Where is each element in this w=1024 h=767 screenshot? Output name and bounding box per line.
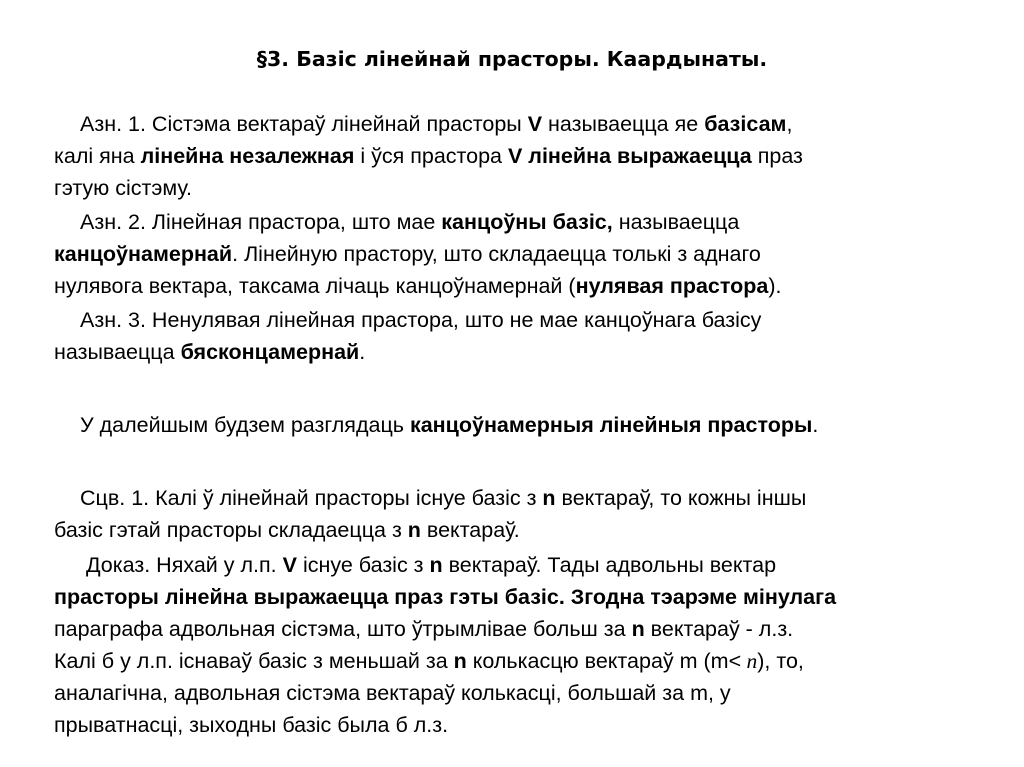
proof-text: ), то, — [757, 649, 804, 673]
def2-term-zero-space: нулявая прастора — [575, 274, 769, 298]
def1-text: праз — [751, 144, 803, 168]
def1-text: калі яна — [54, 144, 141, 168]
def3-label: Азн. 3. — [80, 308, 146, 332]
def2-text: называецца — [612, 210, 740, 234]
proof-n: n — [631, 617, 645, 641]
proof-line-2 — [54, 583, 836, 611]
proof-n: n — [453, 649, 467, 673]
def2-label: Азн. 2. — [80, 210, 146, 234]
note-term-finite-dim-spaces: канцоўнамерныя лінейныя прасторы — [409, 413, 813, 437]
def1-label: Азн. 1. — [80, 112, 146, 136]
def1-line-1 — [80, 110, 792, 138]
def2-term-finite-basis: канцоўны базіс, — [441, 210, 613, 234]
def1-term-basis: базісам — [704, 112, 787, 136]
def1-text: называецца яе — [542, 112, 705, 136]
proof-text: існуе базіс з — [296, 553, 430, 577]
cor1-n: n — [542, 486, 556, 510]
proof-line-4 — [54, 647, 804, 675]
def1-space-v: V — [527, 112, 543, 136]
proof-n: n — [429, 553, 443, 577]
proof-text: вектараў - л.з. — [644, 617, 794, 641]
proof-less-than: < — [728, 649, 742, 673]
def1-text: Сістэма вектараў лінейнай прасторы — [145, 112, 528, 136]
proof-line-6: прыватнасці, зыходны базіс была б л.з. — [54, 713, 449, 737]
def3-text: . — [359, 340, 366, 364]
def1-text: , — [786, 112, 793, 136]
def1-term-independent: лінейна незалежная — [140, 144, 355, 168]
def1-line-2 — [54, 142, 803, 170]
note-text: . — [812, 413, 819, 437]
def2-text: нулявога вектара, таксама лічаць канцоўнамернай ( — [54, 274, 576, 298]
def3-line-2 — [54, 338, 365, 366]
def2-line-1 — [80, 208, 739, 236]
def2-text: ). — [768, 274, 782, 298]
def3-text: Ненулявая лінейная прастора, што не мае канцоўнага базісу — [145, 308, 762, 332]
proof-text: Няхай у л.п. — [150, 553, 283, 577]
cor1-text: вектараў, то кожны іншы — [555, 486, 807, 510]
def3-line-1 — [80, 306, 761, 334]
def2-line-2 — [54, 240, 761, 268]
note-line — [80, 411, 818, 439]
proof-line-3 — [54, 615, 793, 643]
def1-term-expressed: V лінейна выражаецца — [507, 144, 752, 168]
def2-term-finite-dim: канцоўнамернай — [54, 242, 233, 266]
def2-text: Лінейная прастора, што мае — [145, 210, 442, 234]
proof-text: параграфа адвольная сістэма, што ўтрымлівае больш за — [54, 617, 632, 641]
def1-line-3: гэтую сістэму. — [54, 176, 192, 200]
proof-space-v: V — [282, 553, 297, 577]
proof-bold-statement: прасторы лінейна выражаецца праз гэты базіс. Згодна тэарэме мінулага — [54, 585, 837, 609]
def3-term-infinite-dim: бясконцамернай — [180, 340, 360, 364]
def2-line-3 — [54, 272, 782, 300]
proof-line-5: аналагічна, адвольная сістэма вектараў колькасці, большай за m, у — [54, 681, 731, 705]
cor1-text: Калі ў лінейнай прасторы існуе базіс з — [149, 486, 543, 510]
cor1-text: вектараў. — [420, 518, 520, 542]
proof-text: Калі б у л.п. існаваў базіс з меньшай за — [54, 649, 454, 673]
cor1-line-1 — [80, 484, 806, 512]
cor1-line-2 — [54, 516, 520, 544]
proof-text: колькасцю вектараў m (m — [466, 649, 729, 673]
proof-math-n: n — [741, 649, 758, 673]
cor1-text: базіс гэтай прасторы складаецца з — [54, 518, 408, 542]
cor1-n: n — [407, 518, 421, 542]
cor1-label: Сцв. 1. — [80, 486, 150, 510]
proof-text: вектараў. Тады адвольны вектар — [442, 553, 777, 577]
proof-label: Доказ. — [86, 553, 151, 577]
slide-title: §3. Базіс лінейнай прасторы. Каардынаты. — [256, 47, 768, 71]
def1-text: і ўся прастора — [354, 144, 508, 168]
note-text: У далейшым будзем разглядаць — [80, 413, 410, 437]
def2-text: . Лінейную прастору, што складаецца толькі з аднаго — [232, 242, 761, 266]
proof-line-1 — [86, 551, 776, 579]
def3-text: называецца — [54, 340, 181, 364]
